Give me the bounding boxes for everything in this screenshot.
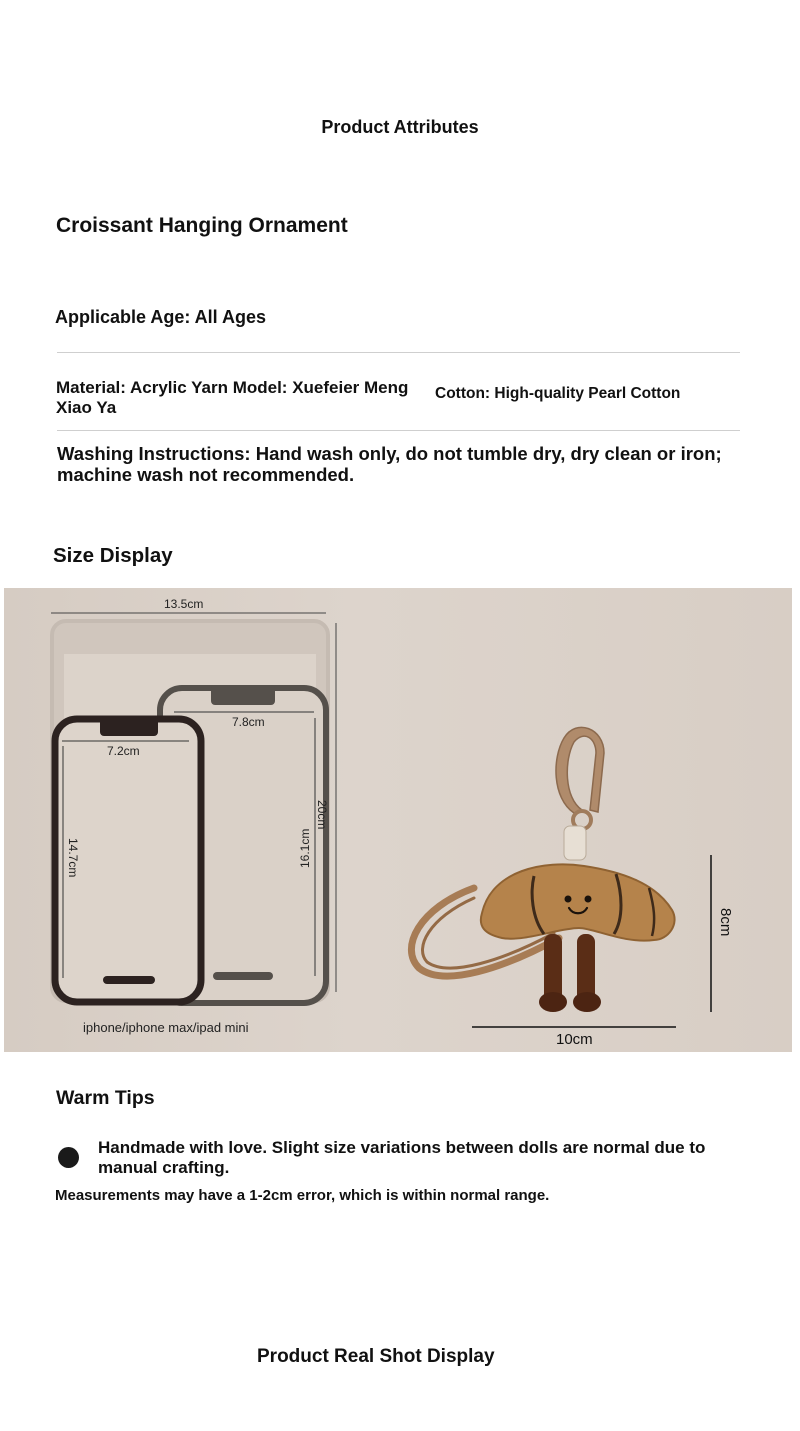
iphone-home-bar [103,976,155,984]
iphone-max-home-bar [213,972,273,980]
applicable-age: Applicable Age: All Ages [55,307,267,327]
croissant-eye [585,896,592,903]
croissant-foot [573,992,601,1012]
croissant-eye [565,896,572,903]
product-width-label: 10cm [556,1031,593,1048]
iphone-max-notch [211,685,275,705]
washing-instructions: Washing Instructions: Hand wash only, do not tumble dry, dry clean or iron; machine wash not recommended. [57,443,722,485]
iphone-notch [100,716,158,736]
ipad-width-label: 13.5cm [164,597,204,611]
product-attributes-heading: Product Attributes [321,117,479,137]
cotton-info: Cotton: High-quality Pearl Cotton [435,385,681,402]
iphone-max-height-label: 16.1cm [298,828,312,868]
size-display-heading: Size Display [53,544,173,567]
product-name: Croissant Hanging Ornament [56,214,348,237]
croissant-body [481,864,675,940]
ipad-height-label: 20cm [315,800,329,830]
iphone-max-width-label: 7.8cm [232,715,265,729]
croissant-keychain [411,727,674,1012]
warm-tips-heading: Warm Tips [56,1087,155,1109]
cord-wrap [564,826,586,860]
divider [57,352,740,353]
iphone-height-label: 14.7cm [66,838,80,878]
product-height-label: 8cm [717,908,734,937]
size-comparison-image [4,588,792,1052]
devices-caption: iphone/iphone max/ipad mini [83,1020,249,1035]
material-model: Material: Acrylic Yarn Model: Xuefeier Meng Xiao Ya [56,378,409,417]
divider [57,430,740,431]
bullet-icon [58,1147,79,1168]
size-comparison-illustration [4,588,792,1052]
warm-tip-handmade: Handmade with love. Slight size variations between dolls are normal due to manual crafting. [98,1138,706,1177]
croissant-foot [539,992,567,1012]
iphone-width-label: 7.2cm [107,744,140,758]
warm-tip-measurement: Measurements may have a 1-2cm error, which is within normal range. [55,1187,550,1204]
carabiner-clip [556,727,604,813]
real-shot-heading: Product Real Shot Display [257,1346,495,1367]
